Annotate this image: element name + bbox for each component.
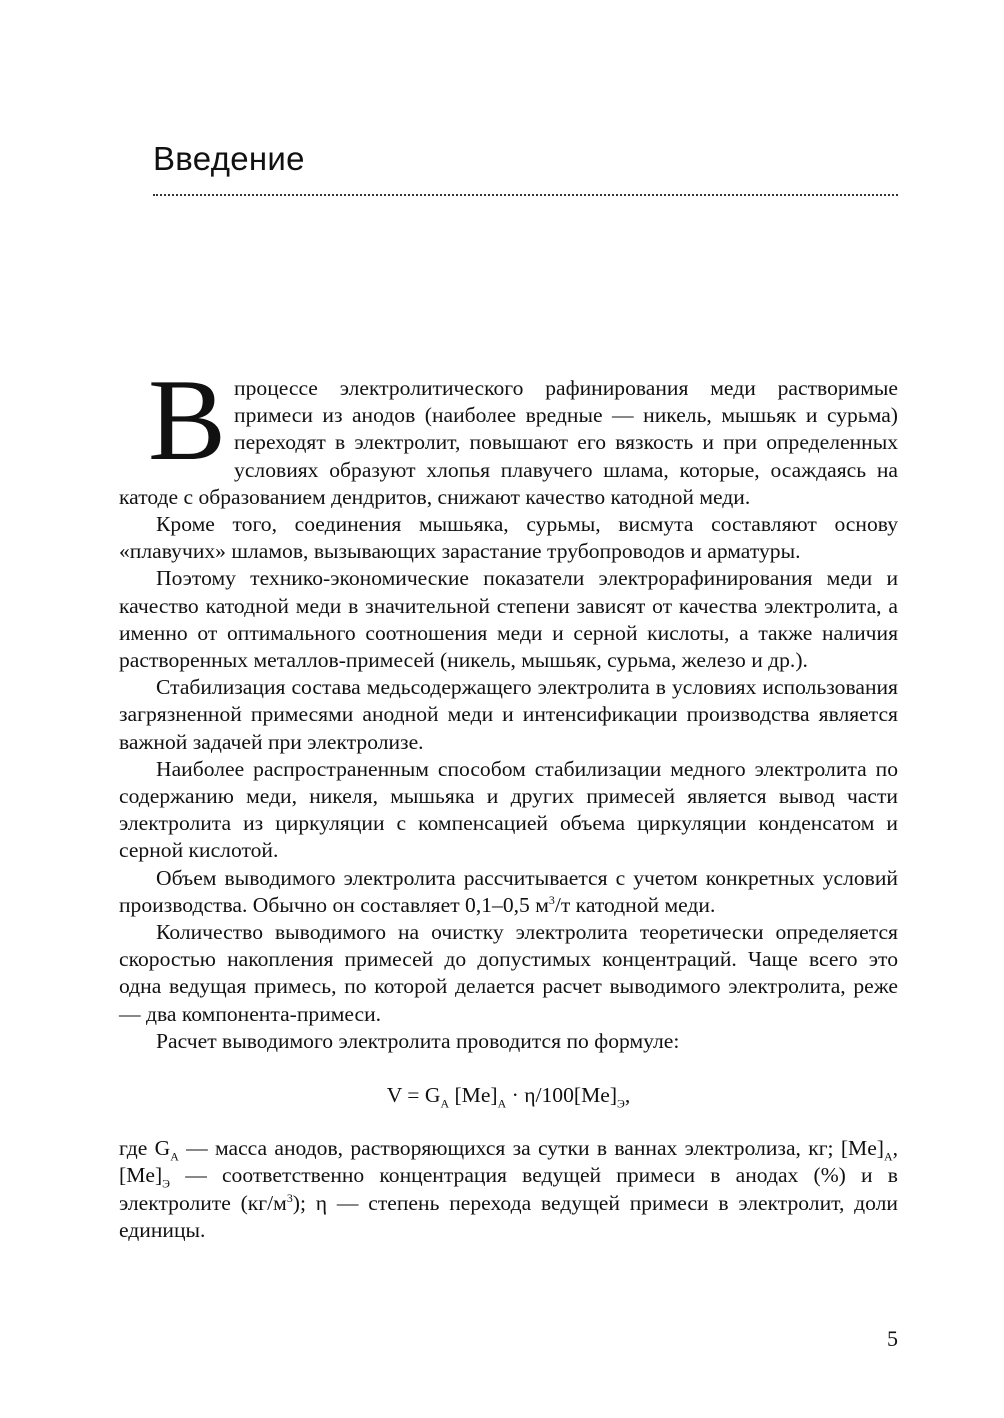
legend-subscript: A [170, 1149, 179, 1164]
paragraph: Кроме того, соединения мышьяка, сурьмы, висмута составляют основу «плавучих» шламов, вызывающих зарастание трубопроводов и арматуры. [119, 512, 898, 564]
legend-subscript: Э [162, 1176, 171, 1191]
chapter-title: Введение [153, 140, 305, 177]
legend-text: ); η — степень перехода ведущей примеси в электролит, доли единицы. [119, 1190, 898, 1242]
legend-text: где G [119, 1136, 171, 1161]
formula-part: V = G [386, 1083, 441, 1108]
formula-subscript: A [440, 1096, 450, 1111]
title-dotted-divider [153, 194, 898, 196]
volume-text-before: Объем выводимого электролита рассчитывается с учетом конкретных условий производства. Обычно он составляет 0,1–0,5 м [119, 865, 898, 917]
legend-text: , [Me] [119, 1136, 898, 1188]
formula-part: · η/100[Me] [506, 1083, 618, 1108]
legend-text: — соответственно концентрация ведущей примеси в анодах (%) и в электролите (кг/м [119, 1163, 898, 1215]
paragraph: Стабилизация состава медьсодержащего электролита в условиях использования загрязненной примесями анодной меди и интенсификации производства является важной задачей при электролизе. [119, 675, 898, 754]
formula-part: [Me] [449, 1083, 498, 1108]
page-number: 5 [887, 1326, 898, 1351]
formula-subscript: Э [617, 1096, 625, 1111]
legend-text: — масса анодов, растворяющихся за сутки в ваннах электролиза, кг; [Me] [178, 1136, 884, 1161]
legend-superscript: 3 [286, 1190, 293, 1205]
intro-paragraph [119, 356, 898, 511]
paragraph: Поэтому технико-экономические показатели электрорафинирования меди и качество катодной меди в значительной степени зависят от качества электролита, а именно от оптимального соотношения меди и серной кислоты, а также наличия растворенных металлов-примесей (никель, мышьяк, сурьма, железо и др.). [119, 566, 898, 673]
formula-subscript: A [497, 1096, 507, 1111]
volume-text-after: /т катодной меди. [554, 892, 716, 917]
formula [119, 1082, 898, 1109]
intro-paragraph-text: процессе электролитического рафинирования меди растворимые примеси из анодов (наиболее вредные — никель, мышьяк и сурьма) переходят в электролит, повышают его вязкость и при определенных условиях образуют хлопья плавучего шлама, которые, осаждаясь на катоде с образованием дендритов, снижают качество катодной меди. [119, 376, 898, 509]
volume-paragraph [119, 865, 898, 919]
formula-legend [119, 1135, 898, 1244]
volume-superscript: 3 [548, 892, 555, 907]
formula-part: , [624, 1083, 631, 1108]
legend-subscript: A [884, 1149, 893, 1164]
paragraph: Количество выводимого на очистку электролита теоретически определяется скоростью накопления примесей до допустимых концентраций. Чаще всего это одна ведущая примесь, по которой делается расчет выводимого электролита, реже — два компонента-примеси. [119, 920, 898, 1026]
drop-cap: В [148, 356, 227, 485]
body-text [119, 356, 898, 1244]
paragraph: Наиболее распространенным способом стабилизации медного электролита по содержанию меди, никеля, мышьяка и других примесей является вывод части электролита из циркуляции с компенсацией объема циркуляции конденсатом и серной кислотой. [119, 756, 898, 863]
paragraph: Расчет выводимого электролита проводится по формуле: [156, 1028, 680, 1053]
